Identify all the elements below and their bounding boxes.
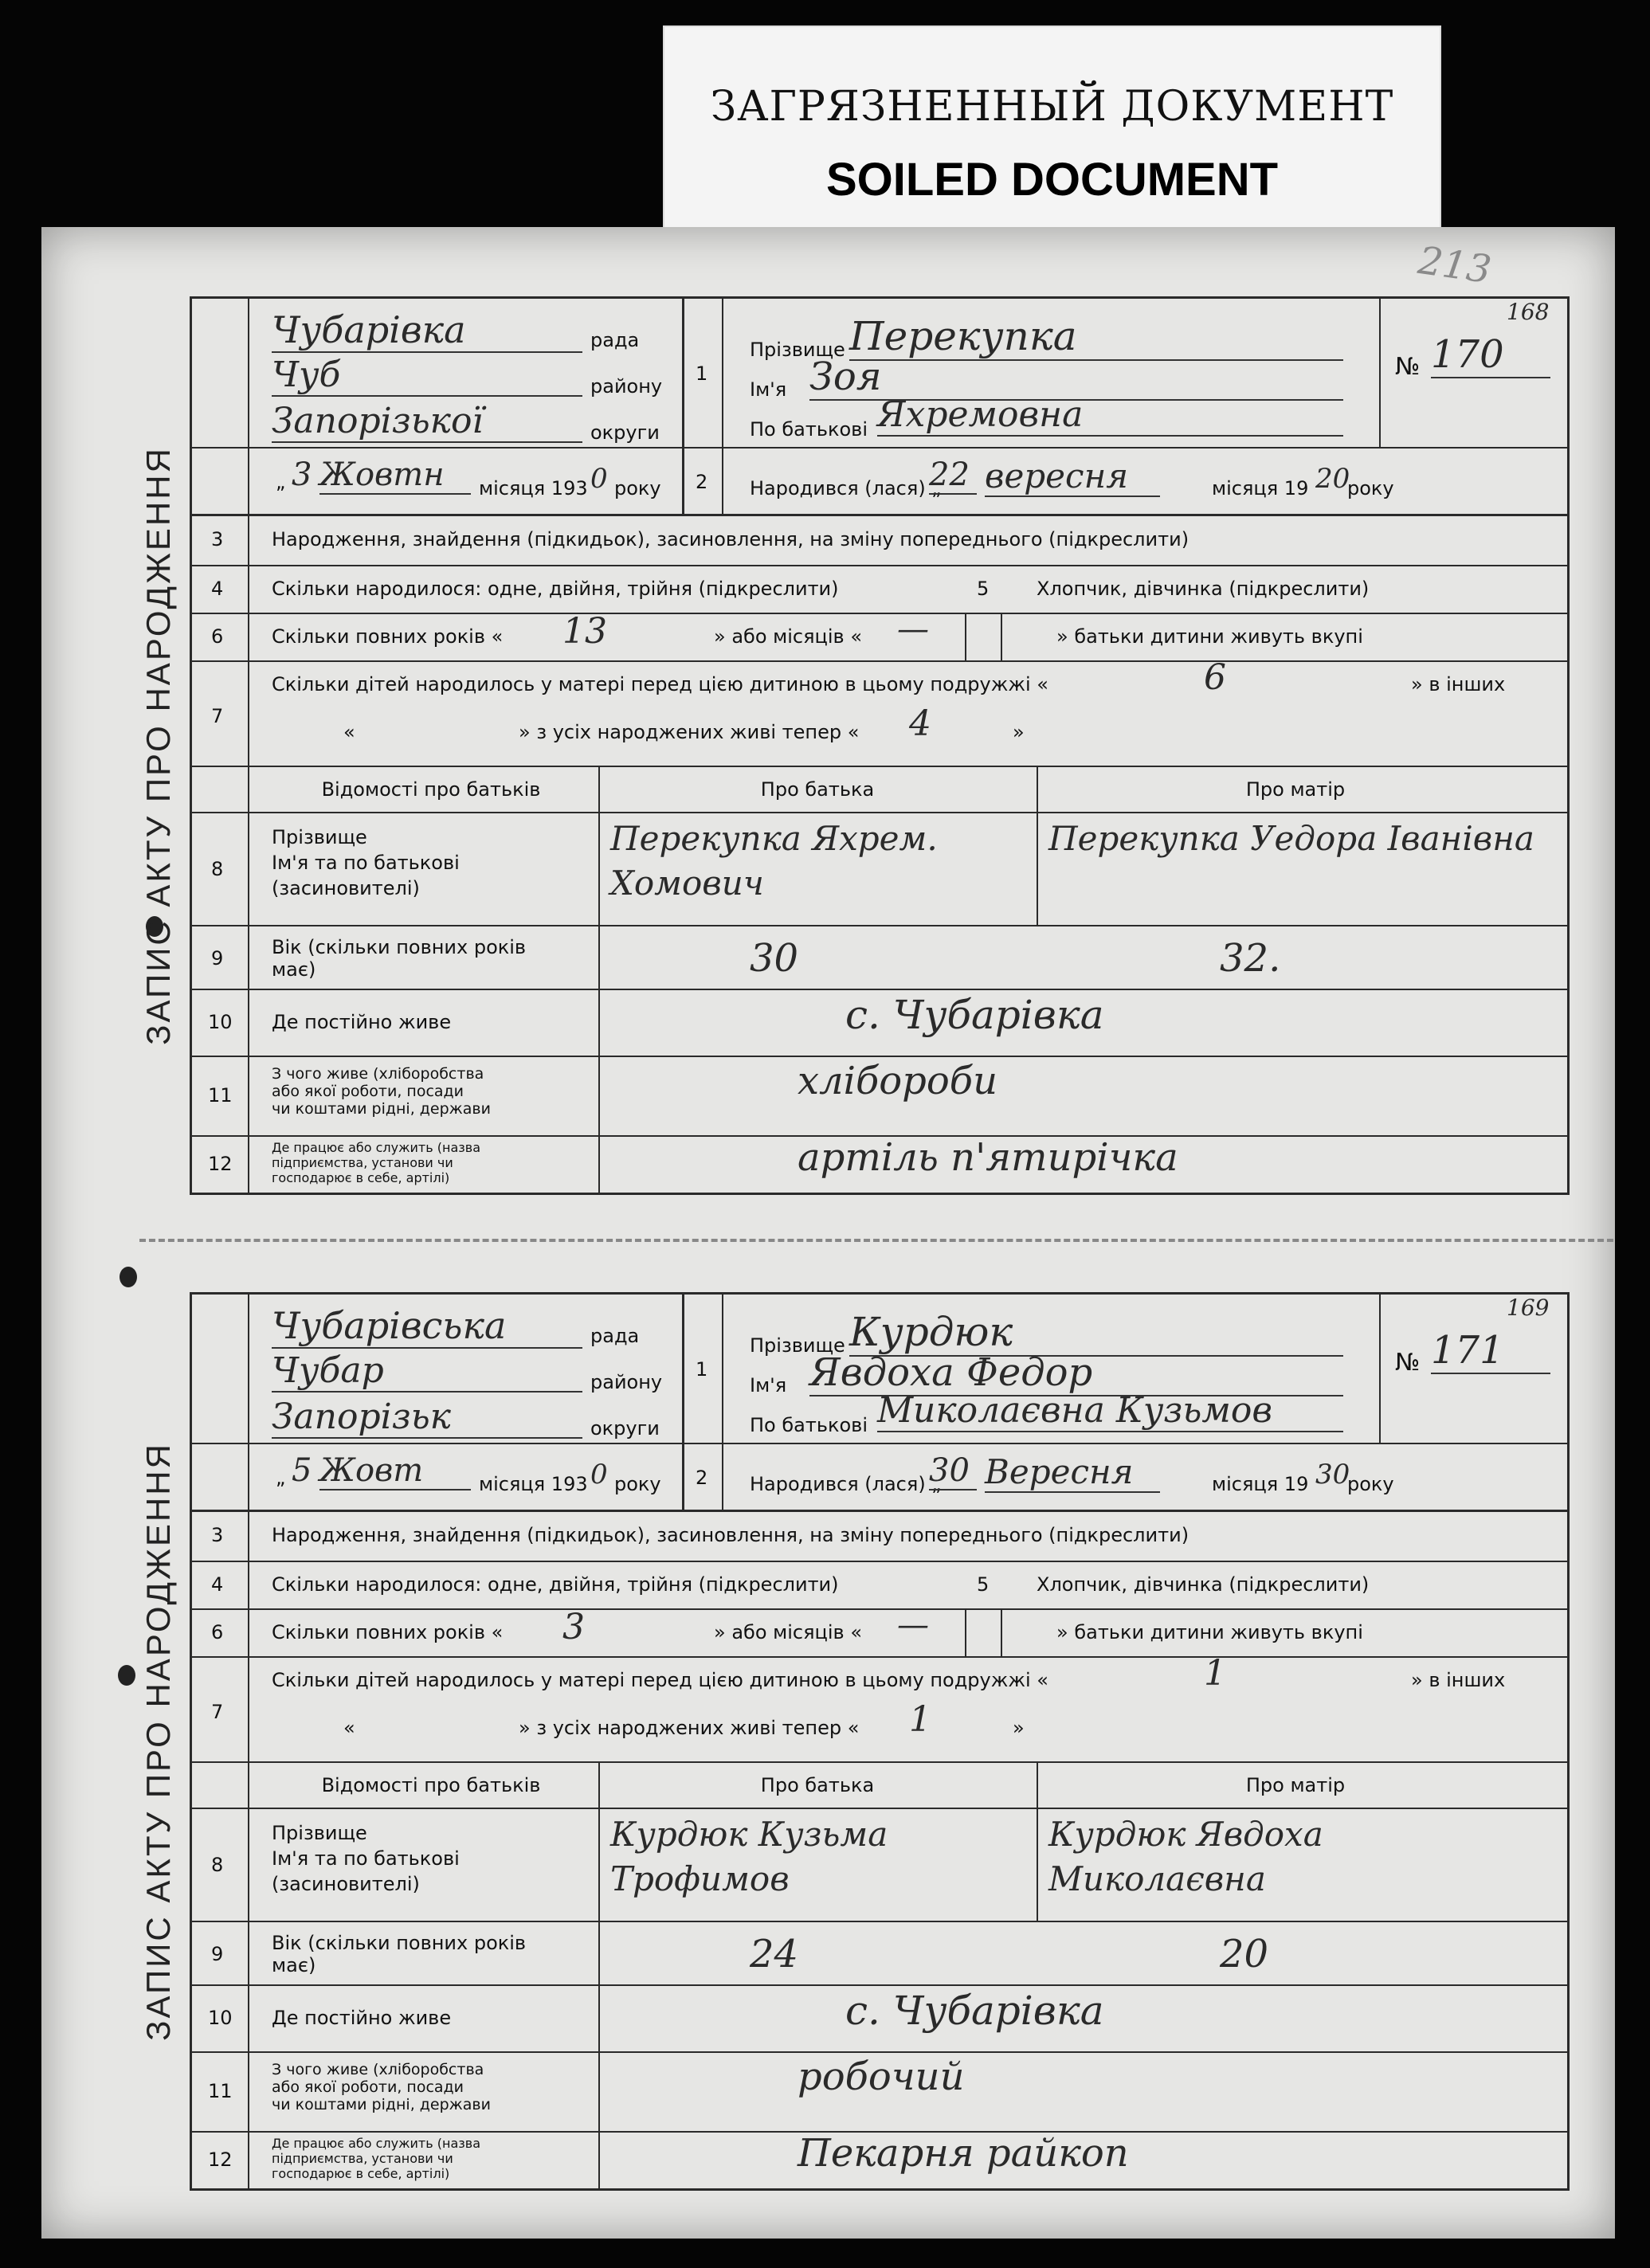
mother-header: Про матір	[1245, 1774, 1346, 1796]
reg-year: 0	[590, 1459, 608, 1490]
row6-together-label: » батьки дитини живуть вкупі	[1056, 1621, 1363, 1643]
mother-age: 20	[1220, 1932, 1269, 1976]
birth-record	[127, 1292, 1570, 2191]
name-label: Ім'я	[750, 1374, 787, 1396]
row11-label: З чого живе (хліборобства або якої роботи, посади чи коштами рідні, держави	[272, 1065, 491, 1118]
okruha-value: Запорізьк	[272, 1396, 582, 1439]
mother-name: Курдюк Явдоха Миколаєвна	[1048, 1815, 1323, 1898]
work-place: артіль п'ятирічка	[798, 1135, 1178, 1180]
patronymic-value: Миколаєвна Кузьмов	[877, 1390, 1343, 1432]
soiled-document-stamp	[663, 25, 1441, 242]
record-side-title: ЗАПИС АКТУ ПРО НАРОДЖЕННЯ	[139, 1442, 177, 2041]
row12-label: Де працює або служить (назва підприємства, установи чи господарює в себе, артілі)	[272, 2136, 481, 2181]
reg-month-label: місяця 193	[479, 1473, 588, 1495]
row3-text: Народження, знайдення (підкидьок), засиновлення, на зміну попереднього (підкреслити)	[272, 1524, 1189, 1546]
rada-label: рада	[590, 1325, 640, 1347]
father-age: 30	[750, 936, 799, 981]
surname-label: Прізвище	[750, 1334, 845, 1357]
mother-name: Перекупка Уедора Іванівна	[1048, 819, 1534, 858]
name-label: Ім'я	[750, 378, 787, 401]
row8-label: Прізвище Ім'я та по батькові (засиновителі)	[272, 1822, 460, 1895]
birth-year: 30	[1315, 1459, 1350, 1490]
born-label: Народився (лася) „	[750, 1473, 942, 1495]
birth-month: Вересня	[985, 1452, 1160, 1493]
surname-value: Курдюк	[849, 1309, 1343, 1357]
mother-age: 32.	[1220, 936, 1281, 981]
row11-label: З чого живе (хліборобства або якої роботи, посади чи коштами рідні, держави	[272, 2061, 491, 2113]
record-number-alt: 168	[1507, 299, 1550, 325]
birth-year-label: місяця 19	[1212, 1473, 1309, 1495]
record-side-title: ЗАПИС АКТУ ПРО НАРОДЖЕННЯ	[139, 446, 177, 1045]
years-together: 3	[562, 1607, 585, 1647]
row6-months-label: » або місяців «	[714, 625, 862, 648]
father-name: Курдюк Кузьма Трофимов	[610, 1815, 888, 1898]
children-before: 6	[1204, 657, 1226, 698]
rayon-value: Чуб	[272, 354, 582, 397]
page-number: 213	[1415, 237, 1495, 293]
name-value: Явдоха Федор	[809, 1350, 1343, 1396]
row10-label: Де постійно живе	[272, 1011, 452, 1033]
children-before: 1	[1204, 1653, 1226, 1694]
reg-day: 5	[292, 1452, 312, 1489]
okruha-label: округи	[590, 421, 660, 444]
record-number-alt: 169	[1507, 1295, 1550, 1321]
occupation: робочий	[798, 2055, 965, 2099]
rayon-label: району	[590, 1371, 663, 1393]
reg-year: 0	[590, 463, 608, 495]
birth-day: 30	[929, 1452, 977, 1490]
father-age: 24	[750, 1932, 799, 1976]
row7-children-label: Скільки дітей народилось у матері перед цією дитиною в цьому подружжі «	[272, 673, 1048, 695]
parents-info-header: Відомості про батьків	[321, 1774, 541, 1796]
row12-label: Де працює або служить (назва підприємства, установи чи господарює в себе, артілі)	[272, 1140, 481, 1185]
number-label: №	[1395, 353, 1421, 381]
patronymic-label: По батькові	[750, 1414, 868, 1436]
row3-text: Народження, знайдення (підкидьок), засиновлення, на зміну попереднього (підкреслити)	[272, 528, 1189, 550]
record-number: 171	[1431, 1328, 1550, 1374]
reg-year-label: року	[614, 1473, 661, 1495]
rayon-value: Чубар	[272, 1350, 582, 1393]
row5-text: Хлопчик, дівчинка (підкреслити)	[1037, 1573, 1370, 1596]
years-together: 13	[562, 611, 607, 652]
months-together: —	[897, 1607, 929, 1643]
birth-day: 22	[929, 456, 977, 495]
patronymic-value: Яхремовна	[877, 394, 1343, 437]
okruha-value: Запорізької	[272, 401, 582, 443]
residence: с. Чубарівка	[845, 1988, 1104, 2034]
row7-alive-label: » з усіх народжених живі тепер «	[519, 721, 860, 743]
record-sidebar	[127, 1292, 190, 2191]
record-table: Чубарівка рада Чуб району Запорізької округи „ 3 Жовтн місяця 193 0 року 1 2 Прізвище Перекупка Ім'я Зоя По батькові Яхремовна № 170 168 Народився (лася) „ 22 вересня місяця 19 20 року 3 Народження, знайдення (підкидьок), засиновлення, на зміну попереднього (підкреслити) 4 Скільки народилося: одне, двійня, трійня (підкреслити) 5 Хлопчик, дівчинка (підкреслити) 6 Скільки повних років « 13 » або місяців « — » батьки дитини живуть вкупі 7 Скільки дітей народилось у матері перед цією дитиною в цьому подружжі « 6 » в інших « » з усіх народжених живі тепер « 4 » Відомості про батьків Про батька Про матір 8 Прізвище Ім'я та по батькові (засиновителі) Перекупка Яхрем. Хомович Перекупка Уедора Іванівна 9 Вік (скільки повних років має) 30 32. 10 Де постійно живе с. Чубарівка 11 З чого живе (хліборобства або якої роботи, посади чи коштами рідні, держави хлібороби 12 Де працює або служить (назва підприємства, установи чи господарює в себе, артілі) артіль п'ятирічка	[190, 296, 1570, 1195]
row6-years-label: Скільки повних років «	[272, 1621, 504, 1643]
row7-other-label: » в інших	[1411, 1669, 1506, 1691]
birth-month: вересня	[985, 456, 1160, 497]
rayon-label: району	[590, 375, 663, 398]
number-label: №	[1395, 1349, 1421, 1377]
name-value: Зоя	[809, 354, 1343, 401]
patronymic-label: По батькові	[750, 418, 868, 441]
row6-years-label: Скільки повних років «	[272, 625, 504, 648]
father-header: Про батька	[760, 1774, 875, 1796]
stamp-title-ru: ЗАГРЯЗНЕННЫЙ ДОКУМЕНТ	[710, 83, 1394, 131]
reg-month: Жовтн	[319, 456, 471, 495]
father-header: Про батька	[760, 778, 875, 801]
reg-year-label: року	[614, 477, 661, 499]
born-label: Народився (лася) „	[750, 477, 942, 499]
perforation-line	[139, 1239, 1613, 1242]
birth-year-label: місяця 19	[1212, 477, 1309, 499]
surname-value: Перекупка	[849, 313, 1343, 361]
binding-hole	[120, 1267, 137, 1287]
children-alive: 4	[909, 703, 931, 744]
row9-label: Вік (скільки повних років має)	[272, 1932, 527, 1976]
birth-roku-label: року	[1347, 1473, 1394, 1495]
parents-info-header: Відомості про батьків	[321, 778, 541, 801]
row6-together-label: » батьки дитини живуть вкупі	[1056, 625, 1363, 648]
residence: с. Чубарівка	[845, 992, 1104, 1038]
row6-months-label: » або місяців «	[714, 1621, 862, 1643]
row4-text: Скільки народилося: одне, двійня, трійня (підкреслити)	[272, 578, 839, 600]
row5-text: Хлопчик, дівчинка (підкреслити)	[1037, 578, 1370, 600]
record-number: 170	[1431, 332, 1550, 378]
stamp-title-en: SOILED DOCUMENT	[825, 154, 1279, 206]
reg-month-label: місяця 193	[479, 477, 588, 499]
row7-other-label: » в інших	[1411, 673, 1506, 695]
row7-alive-label: » з усіх народжених живі тепер «	[519, 1717, 860, 1739]
surname-label: Прізвище	[750, 339, 845, 361]
reg-day: 3	[292, 456, 312, 493]
record-sidebar	[127, 296, 190, 1195]
rada-value: Чубарівська	[272, 1304, 582, 1349]
okruha-label: округи	[590, 1417, 660, 1440]
birth-year: 20	[1315, 463, 1350, 495]
birth-record	[127, 296, 1570, 1195]
rada-label: рада	[590, 329, 640, 351]
row8-label: Прізвище Ім'я та по батькові (засиновителі)	[272, 826, 460, 899]
reg-month: Жовт	[319, 1452, 471, 1490]
record-table: Чубарівська рада Чубар району Запорізьк округи „ 5 Жовт місяця 193 0 року 1 2 Прізвище Курдюк Ім'я Явдоха Федор По батькові Миколаєвна Кузьмов № 171 169 Народився (лася) „ 30 Вересня місяця 19 30 року 3 Народження, знайдення (підкидьок), засиновлення, на зміну попереднього (підкреслити) 4 Скільки народилося: одне, двійня, трійня (підкреслити) 5 Хлопчик, дівчинка (підкреслити) 6 Скільки повних років « 3 » або місяців « — » батьки дитини живуть вкупі 7 Скільки дітей народилось у матері перед цією дитиною в цьому подружжі « 1 » в інших « » з усіх народжених живі тепер « 1 » Відомості про батьків Про батька Про матір 8 Прізвище Ім'я та по батькові (засиновителі) Курдюк Кузьма Трофимов Курдюк Явдоха Миколаєвна 9 Вік (скільки повних років має) 24 20 10 Де постійно живе с. Чубарівка 11 З чого живе (хліборобства або якої роботи, посади чи коштами рідні, держави робочий 12 Де працює або служить (назва підприємства, установи чи господарює в себе, артілі) Пекарня райкоп	[190, 1292, 1570, 2191]
father-name: Перекупка Яхрем. Хомович	[610, 819, 938, 903]
row4-text: Скільки народилося: одне, двійня, трійня (підкреслити)	[272, 1573, 839, 1596]
work-place: Пекарня райкоп	[798, 2131, 1129, 2176]
rada-value: Чубарівка	[272, 308, 582, 353]
row7-children-label: Скільки дітей народилось у матері перед цією дитиною в цьому подружжі «	[272, 1669, 1048, 1691]
row9-label: Вік (скільки повних років має)	[272, 936, 527, 981]
row10-label: Де постійно живе	[272, 2007, 452, 2029]
mother-header: Про матір	[1245, 778, 1346, 801]
occupation: хлібороби	[798, 1059, 998, 1103]
birth-roku-label: року	[1347, 477, 1394, 499]
children-alive: 1	[909, 1699, 931, 1740]
months-together: —	[897, 611, 929, 648]
